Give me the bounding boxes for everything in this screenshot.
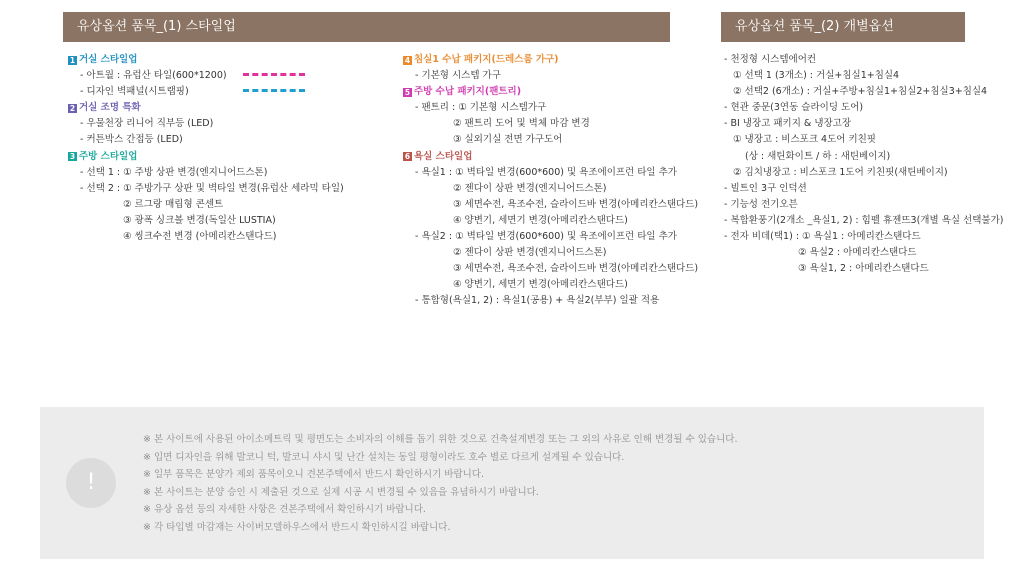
notice-line: ※ 본 사이트는 분양 승인 시 제출된 것으로 실제 시공 시 변경될 수 있음을 유념하시기 바랍니다. [143, 486, 539, 498]
list-sub-item: ② 젠다이 상판 변경(엔지니어드스톤) [453, 182, 607, 194]
style-up-column-1 [68, 52, 344, 245]
section-living-style-up [68, 52, 344, 68]
list-item: - 선택 2 : ① 주방가구 상판 및 벽타일 변경(유럽산 세라믹 타일) [80, 182, 344, 194]
style-up-column-2 [403, 52, 698, 310]
list-sub-item: (상 : 새틴화이트 / 하 : 새틴베이지) [745, 150, 891, 162]
list-item: - 전자 비데(택1) : ① 욕실1 : 아메리칸스탠다드 [724, 231, 921, 243]
section-number-badge: 1 [69, 55, 76, 65]
notice-line: ※ 각 타입별 마감재는 사이버모델하우스에서 반드시 확인하시길 바랍니다. [143, 521, 451, 533]
list-item: - 천정형 시스템에어컨 [724, 54, 817, 65]
list-sub-item: ② 팬트리 도어 및 벽체 마감 변경 [453, 118, 590, 130]
list-sub-item: ③ 광폭 싱크볼 변경(독일산 LUSTIA) [123, 214, 276, 226]
list-sub-item: ③ 세면수전, 욕조수전, 슬라이드바 변경(아메리칸스탠다드) [453, 263, 699, 275]
list-item: - 통합형(욕실1, 2) : 욕실1(공용) + 욕실2(부부) 일괄 적용 [415, 295, 660, 307]
section-kitchen-style-up [68, 149, 344, 165]
section-bedroom-storage [403, 52, 698, 68]
list-sub-item: ② 김치냉장고 : 비스포크 1도어 키친핏(새틴베이지) [733, 166, 948, 178]
notice-box [40, 407, 984, 559]
list-sub-item: ② 르그랑 매립형 콘센트 [123, 198, 224, 210]
list-item: - 욕실1 : ① 벽타일 변경(600*600) 및 욕조에이프런 타일 추가 [415, 166, 677, 178]
list-item: - 현관 중문(3연동 슬라이딩 도어) [724, 102, 864, 114]
section-title: 주방 수납 패키지(팬트리) [414, 86, 522, 98]
section-number-badge: 3 [69, 152, 76, 162]
notice-line: ※ 유상 옵션 등의 자세한 사항은 견본주택에서 확인하시기 바랍니다. [143, 504, 426, 515]
list-sub-item: ④ 씽크수전 변경 (아메리칸스탠다드) [123, 231, 277, 243]
notice-line: ※ 본 사이트에 사용된 아이소메트릭 및 평면도는 소비자의 이해를 돕기 위한 것으로 건축설계변경 또는 그 외의 사유로 인해 변경될 수 있습니다. [143, 434, 738, 445]
list-item: - 기본형 시스템 가구 [415, 70, 501, 82]
list-item: - 커튼박스 간접등 (LED) [80, 134, 183, 146]
notice-line: ※ 입면 디자인을 위해 발코니 턱, 발코니 샤시 및 난간 설치는 동일 평형이라도 호수 별로 다르게 설계될 수 있습니다. [143, 451, 625, 463]
list-sub-item: ② 욕실2 : 아메리칸스탠다드 [798, 247, 917, 259]
section-kitchen-storage [403, 84, 698, 100]
list-sub-item: ④ 양변기, 세면기 변경(아메리칸스탠다드) [453, 214, 628, 226]
list-item: - 우물천장 리니어 직부등 (LED) [80, 118, 214, 130]
list-item: - 복합환풍기(2개소 _욕실1, 2) : 힘펠 휴젠뜨3(개별 욕실 선택불가) [724, 214, 1004, 226]
section-title: 침실1 수납 패키지(드레스룸 가구) [414, 54, 559, 65]
list-item: - 팬트리 : ① 기본형 시스템가구 [415, 102, 547, 114]
list-item: - 디자인 벽패널(시트랩핑) [80, 86, 189, 98]
section-header-style-up: 유상옵션 품목_(1) 스타일업 [63, 12, 670, 42]
legend-line-wall-panel [243, 89, 305, 92]
list-sub-item: ① 냉장고 : 비스포크 4도어 키친핏 [733, 134, 876, 146]
section-title: 거실 조명 특화 [79, 102, 141, 114]
list-sub-item: ③ 욕실1, 2 : 아메리칸스탠다드 [798, 263, 929, 275]
section-bathroom-style-up [403, 149, 698, 165]
list-sub-item: ① 선택 1 (3개소) : 거실+침실1+침실4 [733, 70, 900, 82]
notice-line: ※ 일부 품목은 분양가 제외 품목이오니 견본주택에서 반드시 확인하시기 바랍니다. [143, 469, 484, 480]
list-sub-item: ④ 양변기, 세면기 변경(아메리칸스탠다드) [453, 279, 628, 291]
exclamation-icon: ! [66, 458, 116, 508]
notice-list [143, 431, 737, 536]
individual-options-column [724, 52, 1003, 277]
section-title: 욕실 스타일업 [414, 150, 473, 162]
list-item: - 기능성 전기오븐 [724, 198, 798, 210]
section-title: 거실 스타일업 [79, 54, 138, 65]
section-title: 주방 스타일업 [79, 150, 138, 162]
section-header-individual-options: 유상옵션 품목_(2) 개별옵션 [721, 12, 965, 42]
list-item: - 아트월 : 유럽산 타일(600*1200) [80, 70, 227, 82]
section-number-badge: 6 [404, 152, 411, 162]
list-sub-item: ② 선택2 (6개소) : 거실+주방+침실1+침실2+침실3+침실4 [733, 86, 988, 98]
list-item: - 선택 1 : ① 주방 상판 변경(엔지니어드스톤) [80, 166, 268, 178]
list-sub-item: ② 젠다이 상판 변경(엔지니어드스톤) [453, 247, 607, 259]
section-living-lighting [68, 100, 344, 116]
list-item: - 욕실2 : ① 벽타일 변경(600*600) 및 욕조에이프런 타일 추가 [415, 231, 677, 243]
section-number-badge: 2 [69, 103, 76, 113]
list-item: - BI 냉장고 패키지 & 냉장고장 [724, 118, 852, 130]
section-number-badge: 4 [404, 55, 411, 65]
list-sub-item: ③ 세면수전, 욕조수전, 슬라이드바 변경(아메리칸스탠다드) [453, 198, 699, 210]
section-number-badge: 5 [404, 87, 411, 97]
list-sub-item: ③ 실외기실 전면 가구도어 [453, 134, 563, 146]
list-item: - 빌트인 3구 인덕션 [724, 182, 807, 194]
legend-line-art-wall [243, 73, 305, 76]
